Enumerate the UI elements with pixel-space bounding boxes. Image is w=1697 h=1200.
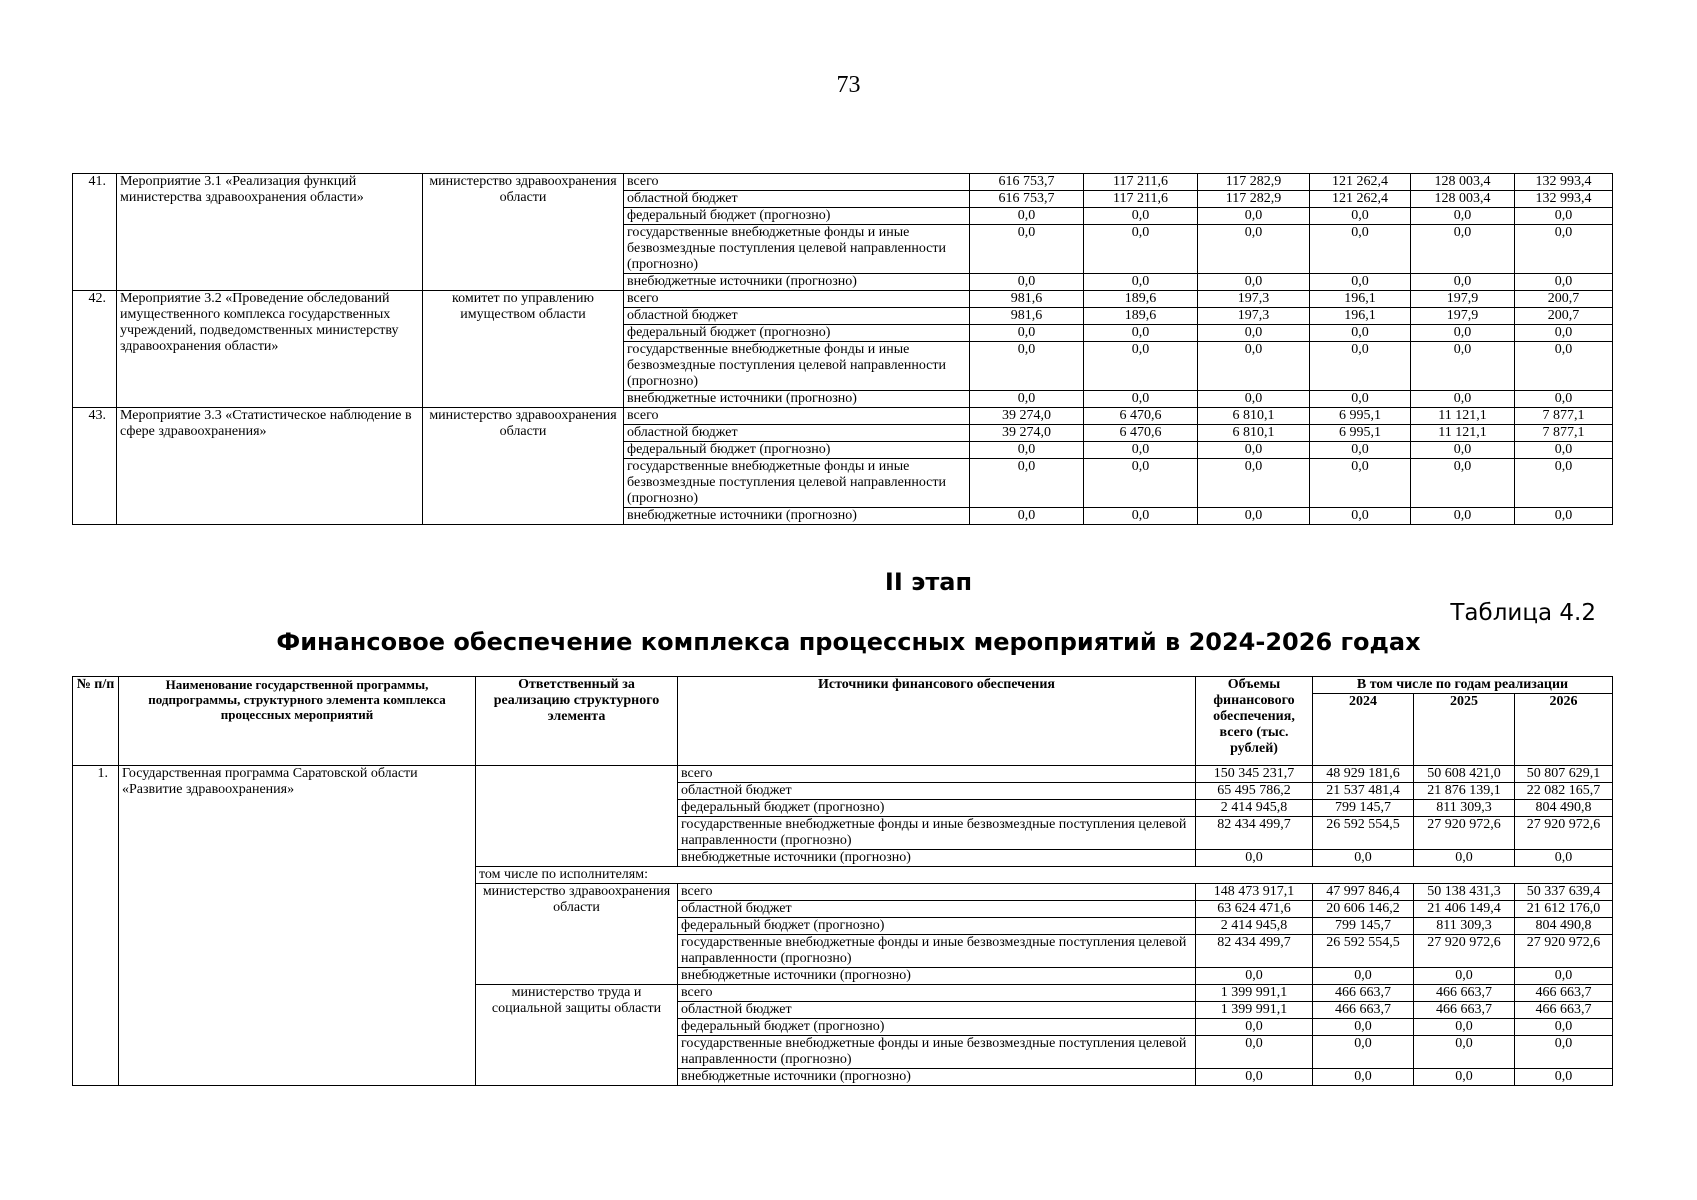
amount-cell: 811 309,3 <box>1414 918 1515 935</box>
funding-source: внебюджетные источники (прогнозно) <box>678 850 1196 867</box>
amount-cell: 197,9 <box>1411 308 1515 325</box>
executor-name: министерство труда и социальной защиты области <box>476 985 678 1086</box>
funding-source: внебюджетные источники (прогнозно) <box>624 274 970 291</box>
page-number: 73 <box>836 72 861 98</box>
amount-cell: 0,0 <box>970 442 1084 459</box>
amount-cell: 200,7 <box>1515 291 1613 308</box>
table-row <box>73 408 1613 425</box>
amount-cell: 0,0 <box>1515 325 1613 342</box>
amount-cell: 2 414 945,8 <box>1196 800 1313 817</box>
amount-cell: 0,0 <box>1310 342 1411 391</box>
amount-cell: 0,0 <box>1084 274 1198 291</box>
header-total: Объемы финансового обеспечения, всего (тыс. рублей) <box>1196 677 1313 766</box>
amount-cell: 0,0 <box>1196 1019 1313 1036</box>
funding-source: государственные внебюджетные фонды и иные безвозмездные поступления целевой направленности (прогнозно) <box>678 817 1196 850</box>
amount-cell: 0,0 <box>1198 508 1310 525</box>
amount-cell: 0,0 <box>1310 459 1411 508</box>
amount-cell: 0,0 <box>1411 225 1515 274</box>
amount-cell: 0,0 <box>1411 325 1515 342</box>
financing-table-2024-2026 <box>72 676 1613 1086</box>
amount-cell: 6 995,1 <box>1310 425 1411 442</box>
amount-cell: 117 211,6 <box>1084 191 1198 208</box>
amount-cell: 27 920 972,6 <box>1414 817 1515 850</box>
amount-cell: 117 282,9 <box>1198 191 1310 208</box>
funding-source: федеральный бюджет (прогнозно) <box>624 325 970 342</box>
funding-source: федеральный бюджет (прогнозно) <box>678 800 1196 817</box>
header-name: Наименование государственной программы, подпрограммы, структурного элемента комплекса процессных мероприятий <box>119 677 476 766</box>
amount-cell: 0,0 <box>1310 508 1411 525</box>
amount-cell: 0,0 <box>1198 442 1310 459</box>
amount-cell: 148 473 917,1 <box>1196 884 1313 901</box>
header-year-2024: 2024 <box>1313 694 1414 766</box>
amount-cell: 197,3 <box>1198 291 1310 308</box>
amount-cell: 799 145,7 <box>1313 800 1414 817</box>
amount-cell: 0,0 <box>1310 442 1411 459</box>
funding-source: всего <box>624 174 970 191</box>
amount-cell: 0,0 <box>1414 1019 1515 1036</box>
amount-cell: 0,0 <box>1515 342 1613 391</box>
header-index: № п/п <box>73 677 119 766</box>
amount-cell: 0,0 <box>1411 442 1515 459</box>
amount-cell: 0,0 <box>1310 391 1411 408</box>
amount-cell: 6 810,1 <box>1198 425 1310 442</box>
amount-cell: 196,1 <box>1310 291 1411 308</box>
table-title: Финансовое обеспечение комплекса процессных мероприятий в 2024-2026 годах <box>276 628 1421 656</box>
amount-cell: 0,0 <box>1198 459 1310 508</box>
amount-cell: 0,0 <box>1310 225 1411 274</box>
amount-cell: 65 495 786,2 <box>1196 783 1313 800</box>
row-index: 41. <box>73 174 117 291</box>
funding-source: внебюджетные источники (прогнозно) <box>624 391 970 408</box>
amount-cell: 0,0 <box>1084 442 1198 459</box>
funding-source: всего <box>678 884 1196 901</box>
amount-cell: 0,0 <box>970 391 1084 408</box>
amount-cell: 0,0 <box>1084 459 1198 508</box>
funding-source: всего <box>678 766 1196 783</box>
amount-cell: 121 262,4 <box>1310 191 1411 208</box>
funding-source: областной бюджет <box>624 308 970 325</box>
executor-name: министерство здравоохранения области <box>476 884 678 985</box>
amount-cell: 21 406 149,4 <box>1414 901 1515 918</box>
funding-source: всего <box>678 985 1196 1002</box>
amount-cell: 117 211,6 <box>1084 174 1198 191</box>
amount-cell: 150 345 231,7 <box>1196 766 1313 783</box>
amount-cell: 39 274,0 <box>970 408 1084 425</box>
amount-cell: 26 592 554,5 <box>1313 935 1414 968</box>
amount-cell: 0,0 <box>1515 968 1613 985</box>
amount-cell: 0,0 <box>1414 1036 1515 1069</box>
funding-source: всего <box>624 408 970 425</box>
funding-source: областной бюджет <box>678 783 1196 800</box>
amount-cell: 0,0 <box>970 225 1084 274</box>
header-sources: Источники финансового обеспечения <box>678 677 1196 766</box>
amount-cell: 0,0 <box>1411 274 1515 291</box>
funding-source: государственные внебюджетные фонды и иные безвозмездные поступления целевой направленности (прогнозно) <box>624 225 970 274</box>
amount-cell: 0,0 <box>970 508 1084 525</box>
amount-cell: 466 663,7 <box>1414 985 1515 1002</box>
amount-cell: 466 663,7 <box>1515 985 1613 1002</box>
activity-name: Мероприятие 3.3 «Статистическое наблюдение в сфере здравоохранения» <box>117 408 423 525</box>
amount-cell: 0,0 <box>1515 442 1613 459</box>
amount-cell: 0,0 <box>1411 508 1515 525</box>
amount-cell: 0,0 <box>1515 225 1613 274</box>
row-index: 43. <box>73 408 117 525</box>
amount-cell: 0,0 <box>1198 274 1310 291</box>
amount-cell: 0,0 <box>1084 208 1198 225</box>
amount-cell: 11 121,1 <box>1411 408 1515 425</box>
amount-cell: 0,0 <box>970 325 1084 342</box>
amount-cell: 27 920 972,6 <box>1414 935 1515 968</box>
funding-source: государственные внебюджетные фонды и иные безвозмездные поступления целевой направленности (прогнозно) <box>624 342 970 391</box>
amount-cell: 811 309,3 <box>1414 800 1515 817</box>
amount-cell: 616 753,7 <box>970 191 1084 208</box>
responsible-body: комитет по управлению имуществом области <box>423 291 624 408</box>
amount-cell: 0,0 <box>1411 459 1515 508</box>
header-year-2025: 2025 <box>1414 694 1515 766</box>
amount-cell: 0,0 <box>1084 342 1198 391</box>
amount-cell: 0,0 <box>970 342 1084 391</box>
activity-name: Мероприятие 3.2 «Проведение обследований имущественного комплекса государственных учреждений, подведомственных министерству здравоохранения области» <box>117 291 423 408</box>
amount-cell: 0,0 <box>1198 225 1310 274</box>
header-year-2026: 2026 <box>1515 694 1613 766</box>
amount-cell: 0,0 <box>1414 1069 1515 1086</box>
amount-cell: 0,0 <box>1198 391 1310 408</box>
executors-label: том числе по исполнителям: <box>476 867 1613 884</box>
amount-cell: 0,0 <box>1411 391 1515 408</box>
amount-cell: 189,6 <box>1084 291 1198 308</box>
amount-cell: 197,9 <box>1411 291 1515 308</box>
funding-source: внебюджетные источники (прогнозно) <box>678 1069 1196 1086</box>
amount-cell: 0,0 <box>1313 1069 1414 1086</box>
activity-name: Мероприятие 3.1 «Реализация функций министерства здравоохранения области» <box>117 174 423 291</box>
amount-cell: 0,0 <box>1198 342 1310 391</box>
amount-cell: 196,1 <box>1310 308 1411 325</box>
funding-source: федеральный бюджет (прогнозно) <box>624 442 970 459</box>
amount-cell: 50 337 639,4 <box>1515 884 1613 901</box>
amount-cell: 466 663,7 <box>1313 985 1414 1002</box>
responsible-body <box>476 766 678 867</box>
activities-table-stage-1 <box>72 173 1613 525</box>
amount-cell: 39 274,0 <box>970 425 1084 442</box>
funding-source: областной бюджет <box>624 191 970 208</box>
amount-cell: 0,0 <box>1310 208 1411 225</box>
amount-cell: 0,0 <box>1313 968 1414 985</box>
amount-cell: 466 663,7 <box>1414 1002 1515 1019</box>
funding-source: федеральный бюджет (прогнозно) <box>678 918 1196 935</box>
amount-cell: 121 262,4 <box>1310 174 1411 191</box>
funding-source: государственные внебюджетные фонды и иные безвозмездные поступления целевой направленности (прогнозно) <box>678 935 1196 968</box>
amount-cell: 128 003,4 <box>1411 191 1515 208</box>
amount-cell: 0,0 <box>1411 342 1515 391</box>
amount-cell: 189,6 <box>1084 308 1198 325</box>
row-index: 42. <box>73 291 117 408</box>
amount-cell: 2 414 945,8 <box>1196 918 1313 935</box>
amount-cell: 616 753,7 <box>970 174 1084 191</box>
header-by-years: В том числе по годам реализации <box>1313 677 1613 694</box>
amount-cell: 128 003,4 <box>1411 174 1515 191</box>
amount-cell: 0,0 <box>1414 968 1515 985</box>
amount-cell: 0,0 <box>1515 208 1613 225</box>
amount-cell: 804 490,8 <box>1515 918 1613 935</box>
funding-source: федеральный бюджет (прогнозно) <box>624 208 970 225</box>
amount-cell: 0,0 <box>1196 850 1313 867</box>
program-name: Государственная программа Саратовской области «Развитие здравоохранения» <box>119 766 476 1086</box>
amount-cell: 981,6 <box>970 308 1084 325</box>
amount-cell: 0,0 <box>1084 325 1198 342</box>
amount-cell: 21 612 176,0 <box>1515 901 1613 918</box>
header-responsible: Ответственный за реализацию структурного элемента <box>476 677 678 766</box>
amount-cell: 466 663,7 <box>1313 1002 1414 1019</box>
amount-cell: 20 606 146,2 <box>1313 901 1414 918</box>
amount-cell: 21 876 139,1 <box>1414 783 1515 800</box>
amount-cell: 0,0 <box>1414 850 1515 867</box>
table-row <box>73 291 1613 308</box>
funding-source: всего <box>624 291 970 308</box>
amount-cell: 7 877,1 <box>1515 425 1613 442</box>
amount-cell: 6 995,1 <box>1310 408 1411 425</box>
amount-cell: 0,0 <box>1196 968 1313 985</box>
funding-source: государственные внебюджетные фонды и иные безвозмездные поступления целевой направленности (прогнозно) <box>624 459 970 508</box>
amount-cell: 50 138 431,3 <box>1414 884 1515 901</box>
amount-cell: 0,0 <box>1310 325 1411 342</box>
amount-cell: 0,0 <box>1313 850 1414 867</box>
amount-cell: 0,0 <box>1313 1036 1414 1069</box>
amount-cell: 0,0 <box>1411 208 1515 225</box>
table-number-label: Таблица 4.2 <box>1450 600 1596 626</box>
amount-cell: 0,0 <box>1084 225 1198 274</box>
funding-source: федеральный бюджет (прогнозно) <box>678 1019 1196 1036</box>
amount-cell: 0,0 <box>1515 1019 1613 1036</box>
amount-cell: 82 434 499,7 <box>1196 935 1313 968</box>
amount-cell: 1 399 991,1 <box>1196 985 1313 1002</box>
amount-cell: 0,0 <box>1196 1036 1313 1069</box>
header-row <box>73 677 1613 694</box>
amount-cell: 6 470,6 <box>1084 425 1198 442</box>
funding-source: областной бюджет <box>678 1002 1196 1019</box>
amount-cell: 981,6 <box>970 291 1084 308</box>
amount-cell: 22 082 165,7 <box>1515 783 1613 800</box>
amount-cell: 799 145,7 <box>1313 918 1414 935</box>
amount-cell: 27 920 972,6 <box>1515 817 1613 850</box>
amount-cell: 0,0 <box>1515 459 1613 508</box>
amount-cell: 0,0 <box>1198 325 1310 342</box>
responsible-body: министерство здравоохранения области <box>423 174 624 291</box>
stage-heading: II этап <box>884 568 973 596</box>
funding-source: внебюджетные источники (прогнозно) <box>624 508 970 525</box>
amount-cell: 132 993,4 <box>1515 174 1613 191</box>
amount-cell: 0,0 <box>1515 391 1613 408</box>
amount-cell: 63 624 471,6 <box>1196 901 1313 918</box>
amount-cell: 50 807 629,1 <box>1515 766 1613 783</box>
responsible-body: министерство здравоохранения области <box>423 408 624 525</box>
amount-cell: 82 434 499,7 <box>1196 817 1313 850</box>
row-index: 1. <box>73 766 119 1086</box>
funding-source: государственные внебюджетные фонды и иные безвозмездные поступления целевой направленности (прогнозно) <box>678 1036 1196 1069</box>
amount-cell: 0,0 <box>970 274 1084 291</box>
amount-cell: 0,0 <box>1196 1069 1313 1086</box>
amount-cell: 132 993,4 <box>1515 191 1613 208</box>
funding-source: областной бюджет <box>624 425 970 442</box>
amount-cell: 26 592 554,5 <box>1313 817 1414 850</box>
amount-cell: 11 121,1 <box>1411 425 1515 442</box>
amount-cell: 0,0 <box>970 208 1084 225</box>
amount-cell: 0,0 <box>1515 1069 1613 1086</box>
funding-source: внебюджетные источники (прогнозно) <box>678 968 1196 985</box>
amount-cell: 1 399 991,1 <box>1196 1002 1313 1019</box>
amount-cell: 200,7 <box>1515 308 1613 325</box>
amount-cell: 0,0 <box>1313 1019 1414 1036</box>
amount-cell: 197,3 <box>1198 308 1310 325</box>
amount-cell: 27 920 972,6 <box>1515 935 1613 968</box>
amount-cell: 0,0 <box>1198 208 1310 225</box>
amount-cell: 0,0 <box>1084 391 1198 408</box>
amount-cell: 0,0 <box>1515 850 1613 867</box>
amount-cell: 117 282,9 <box>1198 174 1310 191</box>
amount-cell: 0,0 <box>1084 508 1198 525</box>
amount-cell: 804 490,8 <box>1515 800 1613 817</box>
amount-cell: 50 608 421,0 <box>1414 766 1515 783</box>
amount-cell: 6 810,1 <box>1198 408 1310 425</box>
amount-cell: 47 997 846,4 <box>1313 884 1414 901</box>
amount-cell: 0,0 <box>970 459 1084 508</box>
table-row <box>73 174 1613 191</box>
amount-cell: 6 470,6 <box>1084 408 1198 425</box>
amount-cell: 7 877,1 <box>1515 408 1613 425</box>
amount-cell: 0,0 <box>1515 274 1613 291</box>
amount-cell: 48 929 181,6 <box>1313 766 1414 783</box>
table-row <box>73 766 1613 783</box>
amount-cell: 21 537 481,4 <box>1313 783 1414 800</box>
funding-source: областной бюджет <box>678 901 1196 918</box>
amount-cell: 0,0 <box>1310 274 1411 291</box>
amount-cell: 0,0 <box>1515 508 1613 525</box>
amount-cell: 0,0 <box>1515 1036 1613 1069</box>
amount-cell: 466 663,7 <box>1515 1002 1613 1019</box>
